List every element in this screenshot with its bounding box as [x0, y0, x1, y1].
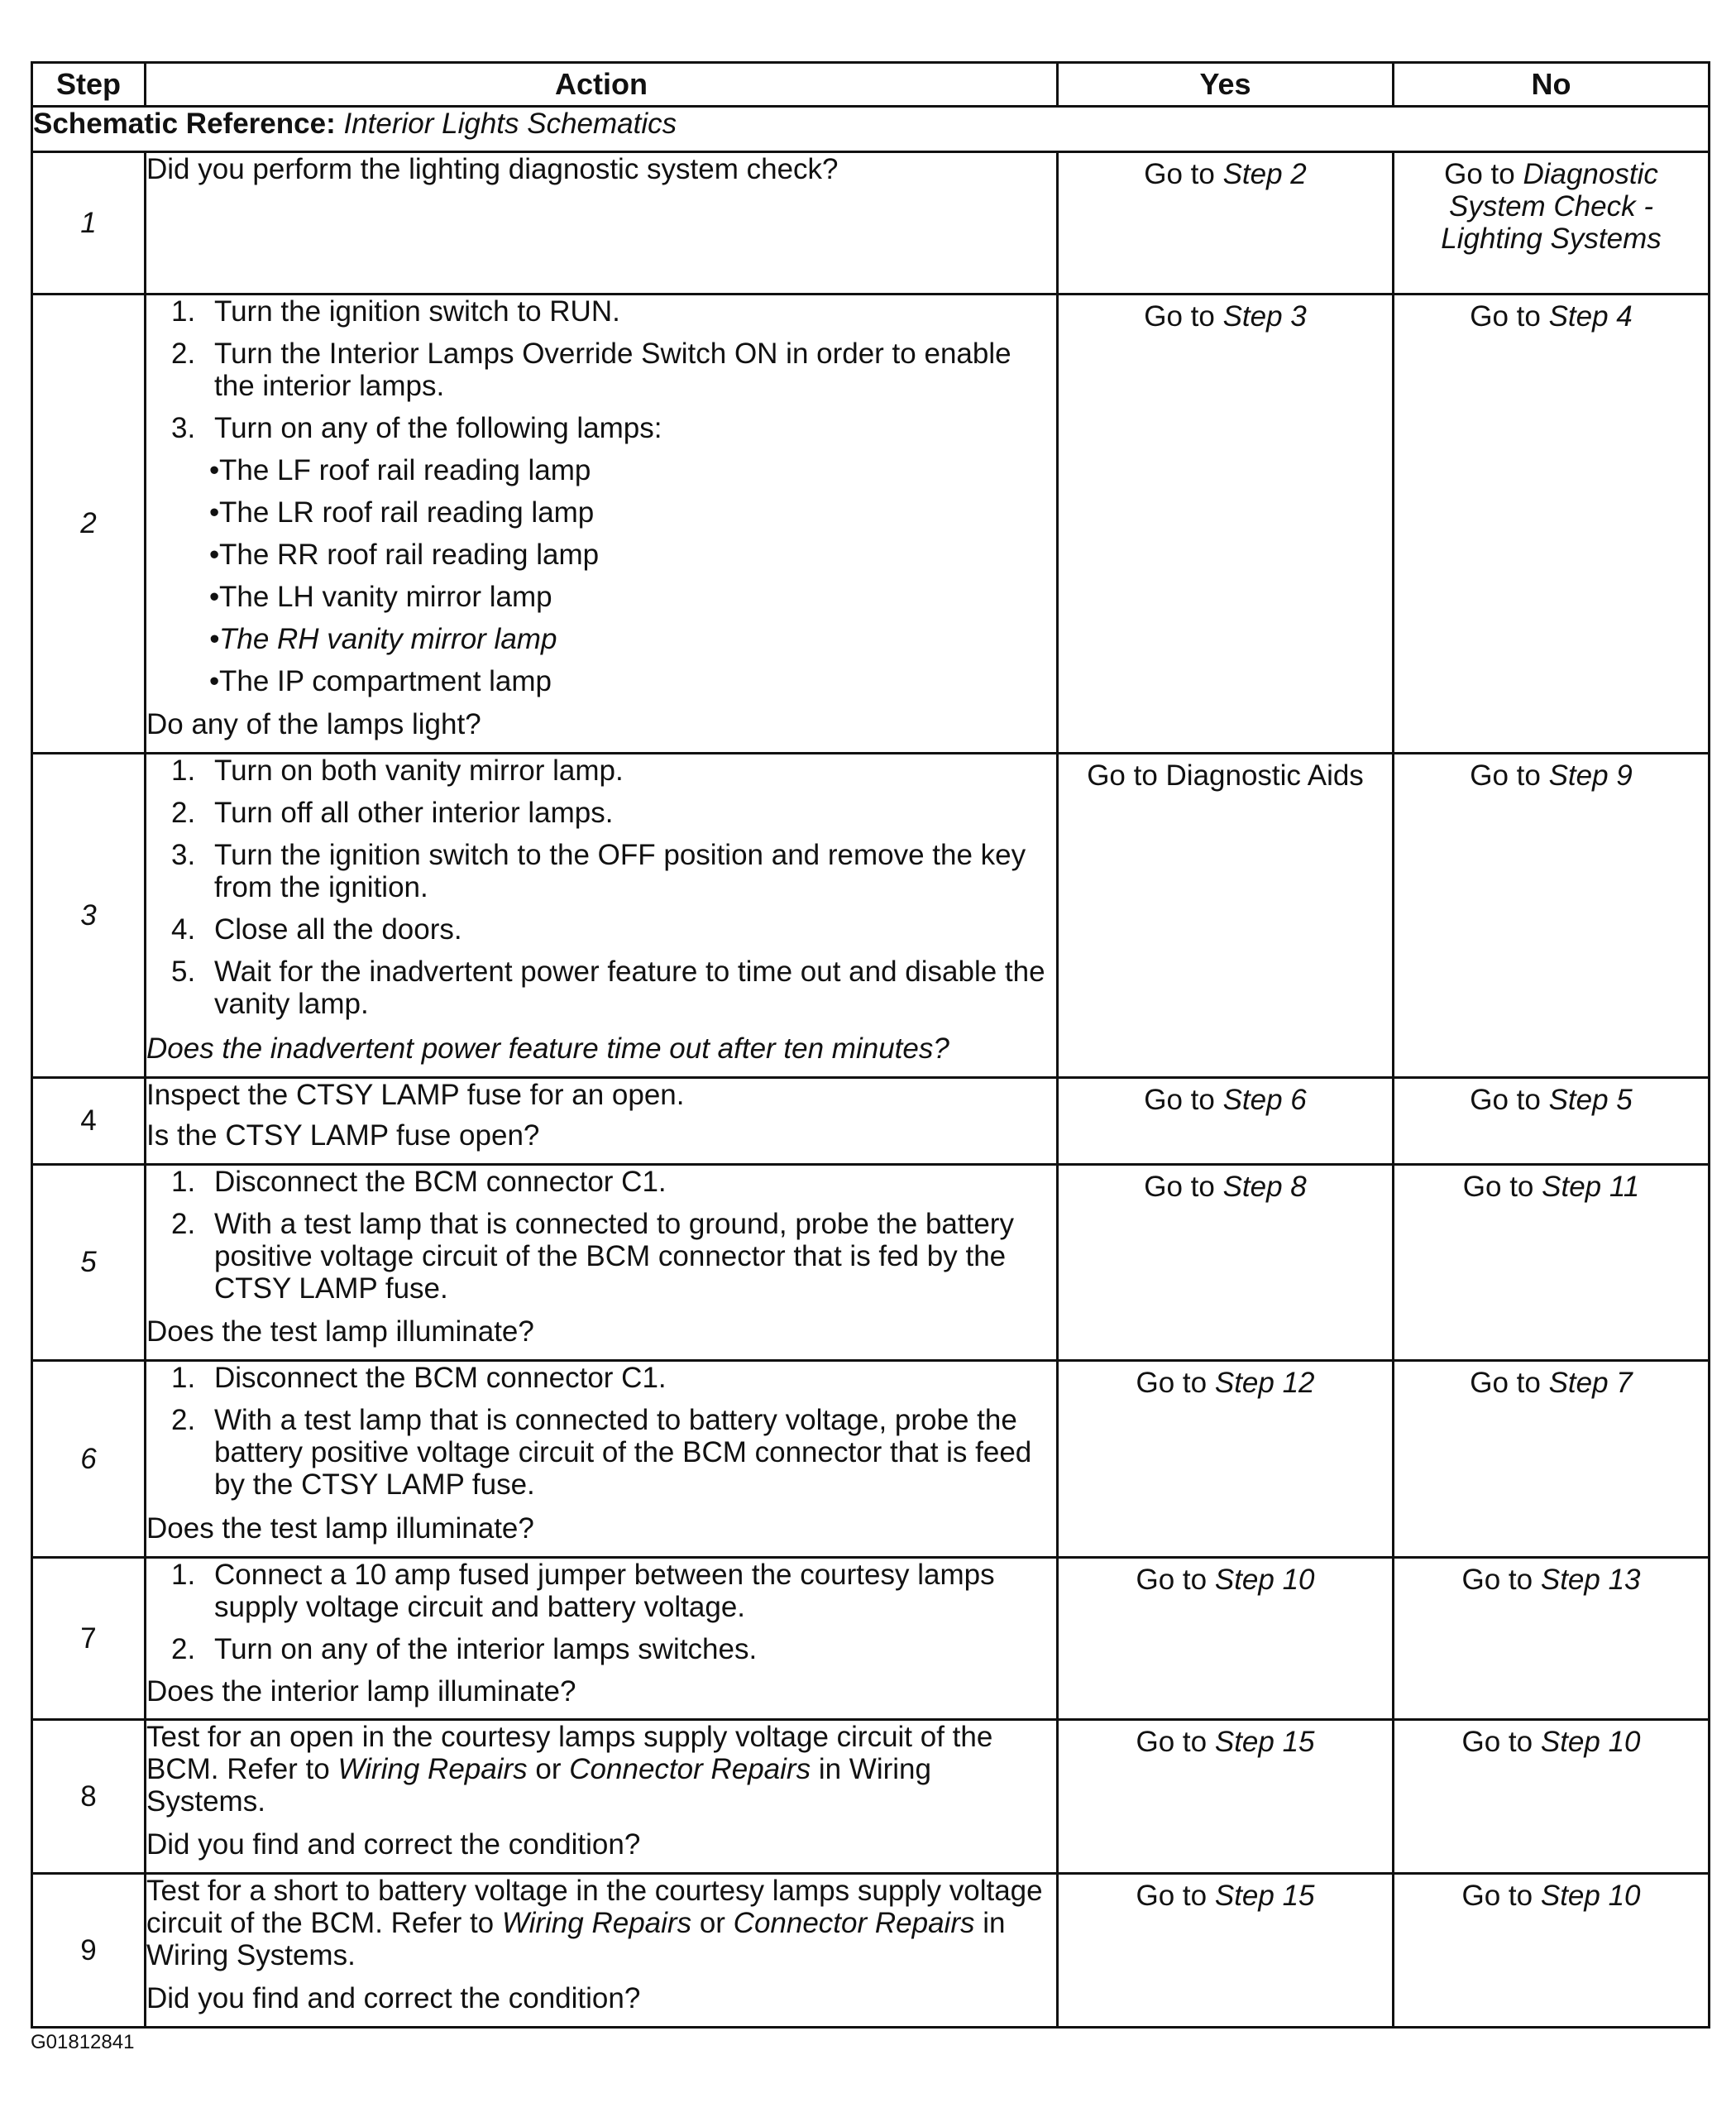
no-link[interactable]: Step 13 [1540, 1564, 1641, 1596]
yes-cell: Go to Step 15 [1058, 1720, 1394, 1874]
go-to-label: Go to [1444, 158, 1515, 190]
action-cell [146, 1558, 1058, 1720]
action-text: Inspect the CTSY LAMP fuse for an open. [146, 1079, 685, 1111]
action-steps [146, 295, 1056, 454]
header-action: Action [146, 63, 1058, 107]
action-question: Did you find and correct the condition? [146, 1982, 641, 2014]
action-steps [146, 1166, 1056, 1315]
list-item: 2. Turn off all other interior lamps. [171, 797, 614, 829]
action-cell [146, 754, 1058, 1078]
yes-link[interactable]: Step 15 [1214, 1726, 1315, 1758]
header-step: Step [32, 63, 146, 107]
action-question: Did you find and correct the condition? [146, 1828, 641, 1861]
table-row [32, 1165, 1710, 1361]
action-steps [146, 1362, 1056, 1511]
yes-link[interactable]: Step 6 [1222, 1084, 1307, 1116]
list-item: • The LF roof rail reading lamp [209, 454, 591, 486]
step-number: 2 [32, 295, 146, 754]
schematic-reference [32, 107, 1710, 152]
step-number: 6 [32, 1361, 146, 1558]
action-question: Is the CTSY LAMP fuse open? [146, 1119, 540, 1152]
action-question: Does the inadvertent power feature time out after ten minutes? [146, 1032, 949, 1065]
action-question: Does the test lamp illuminate? [146, 1315, 534, 1348]
table-row [32, 1558, 1710, 1720]
table-row [32, 1874, 1710, 2028]
connector-repairs-link[interactable]: Connector Repairs [569, 1753, 811, 1785]
list-item: 1. Turn the ignition switch to RUN. [171, 295, 620, 328]
step-number: 7 [32, 1558, 146, 1720]
list-item: 2. Turn on any of the interior lamps switches. [171, 1633, 758, 1665]
no-cell: Go to Step 10 [1394, 1874, 1710, 2028]
list-item: • The RH vanity mirror lamp [209, 623, 557, 655]
yes-cell: Go to Step 15 [1058, 1874, 1394, 2028]
no-link[interactable]: Step 4 [1548, 300, 1633, 333]
no-cell: Go to Step 11 [1394, 1165, 1710, 1361]
yes-cell: Go to Step 12 [1058, 1361, 1394, 1558]
yes-cell [1058, 754, 1394, 1078]
no-cell: Go to Step 7 [1394, 1361, 1710, 1558]
list-item: 2. With a test lamp that is connected to battery voltage, probe the battery positive voltage circuit of the BCM connector that is feed by the CTSY LAMP fuse. [171, 1404, 1032, 1501]
diagnostic-table [31, 61, 1710, 2029]
action-question: Do any of the lamps light? [146, 708, 481, 740]
no-link[interactable]: Diagnostic [1523, 158, 1658, 190]
yes-link[interactable]: Step 3 [1222, 300, 1307, 333]
figure-code: G01812841 [31, 2031, 135, 2053]
schematic-reference-label: Schematic Reference: [33, 108, 336, 140]
list-item: 3. Turn on any of the following lamps: [171, 412, 662, 444]
step-number: 1 [32, 152, 146, 295]
list-item: 2. With a test lamp that is connected to ground, probe the battery positive voltage circuit of the BCM connector that is fed by the CTSY LAMP fuse. [171, 1208, 1014, 1305]
table-row [32, 152, 1710, 295]
yes-link[interactable]: Step 15 [1214, 1880, 1315, 1912]
list-item: 4. Close all the doors. [171, 913, 462, 946]
action-cell [146, 152, 1058, 295]
yes-link[interactable]: Step 2 [1222, 158, 1307, 190]
list-item: 2. Turn the Interior Lamps Override Switch ON in order to enable the interior lamps. [171, 338, 1011, 402]
list-item: 1. Disconnect the BCM connector C1. [171, 1362, 667, 1394]
step-number: 8 [32, 1720, 146, 1874]
list-item: 3. Turn the ignition switch to the OFF position and remove the key from the ignition. [171, 839, 1026, 903]
action-steps [146, 754, 1056, 1030]
list-item: 1. Turn on both vanity mirror lamp. [171, 754, 624, 787]
yes-link[interactable]: Step 12 [1214, 1367, 1315, 1399]
action-cell [146, 1165, 1058, 1361]
list-item: • The IP compartment lamp [209, 665, 552, 697]
action-cell [146, 295, 1058, 754]
list-item: • The RR roof rail reading lamp [209, 539, 600, 571]
no-link[interactable]: Step 7 [1548, 1367, 1633, 1399]
action-cell [146, 1720, 1058, 1874]
table-row [32, 1078, 1710, 1165]
no-link[interactable]: Step 10 [1540, 1726, 1641, 1758]
header-no: No [1394, 63, 1710, 107]
action-steps [146, 1559, 1056, 1675]
yes-link[interactable]: Step 8 [1222, 1171, 1307, 1203]
no-cell: Go to Step 13 [1394, 1558, 1710, 1720]
list-item: • The LR roof rail reading lamp [209, 496, 595, 529]
action-cell [146, 1361, 1058, 1558]
wiring-repairs-link[interactable]: Wiring Repairs [501, 1907, 692, 1939]
yes-cell: Go to Step 3 [1058, 295, 1394, 754]
go-to-label: Go to [1144, 158, 1215, 190]
table-row [32, 295, 1710, 754]
yes-link[interactable]: Go to Diagnostic Aids [1087, 759, 1364, 792]
schematic-reference-link[interactable]: Interior Lights Schematics [343, 108, 677, 140]
table-row [32, 1720, 1710, 1874]
action-text: Test for a short to battery voltage in the courtesy lamps supply voltage circuit of the BCM. Refer to Wiring Repairs or Connector Repairs in Wiring Systems. [146, 1875, 1043, 1971]
action-question: Did you perform the lighting diagnostic system check? [146, 153, 839, 185]
no-cell: Go to Step 4 [1394, 295, 1710, 754]
step-number: 4 [32, 1078, 146, 1165]
lamp-list [146, 454, 1056, 707]
header-yes: Yes [1058, 63, 1394, 107]
table-row [32, 1361, 1710, 1558]
yes-cell: Go to Step 8 [1058, 1165, 1394, 1361]
step-number: 5 [32, 1165, 146, 1361]
table-row [32, 754, 1710, 1078]
action-cell [146, 1078, 1058, 1165]
list-item: 5. Wait for the inadvertent power feature to time out and disable the vanity lamp. [171, 956, 1045, 1020]
no-link[interactable]: Step 10 [1540, 1880, 1641, 1912]
connector-repairs-link[interactable]: Connector Repairs [733, 1907, 975, 1939]
no-cell: Go to Step 5 [1394, 1078, 1710, 1165]
list-item: • The LH vanity mirror lamp [209, 581, 552, 613]
no-link[interactable]: Step 5 [1548, 1084, 1633, 1116]
step-number: 3 [32, 754, 146, 1078]
yes-cell: Go to Step 6 [1058, 1078, 1394, 1165]
no-link-line3[interactable]: Lighting Systems [1441, 223, 1662, 255]
no-cell: Go to Step 10 [1394, 1720, 1710, 1874]
action-question: Does the test lamp illuminate? [146, 1512, 534, 1545]
yes-cell [1058, 152, 1394, 295]
yes-link[interactable]: Step 10 [1214, 1564, 1315, 1596]
yes-cell: Go to Step 10 [1058, 1558, 1394, 1720]
step-number: 9 [32, 1874, 146, 2028]
wiring-repairs-link[interactable]: Wiring Repairs [337, 1753, 528, 1785]
no-link-line2[interactable]: System Check - [1449, 190, 1653, 223]
no-link[interactable]: Step 11 [1542, 1171, 1640, 1203]
list-item: 1. Disconnect the BCM connector C1. [171, 1166, 667, 1198]
no-cell: Go to Step 9 [1394, 754, 1710, 1078]
list-item: 1. Connect a 10 amp fused jumper between the courtesy lamps supply voltage circuit and battery voltage. [171, 1559, 995, 1623]
no-cell [1394, 152, 1710, 295]
action-text: Test for an open in the courtesy lamps supply voltage circuit of the BCM. Refer to Wiring Repairs or Connector Repairs in Wiring Systems. [146, 1721, 993, 1818]
action-cell [146, 1874, 1058, 2028]
action-question: Does the interior lamp illuminate? [146, 1675, 576, 1708]
no-link[interactable]: Step 9 [1548, 759, 1633, 792]
